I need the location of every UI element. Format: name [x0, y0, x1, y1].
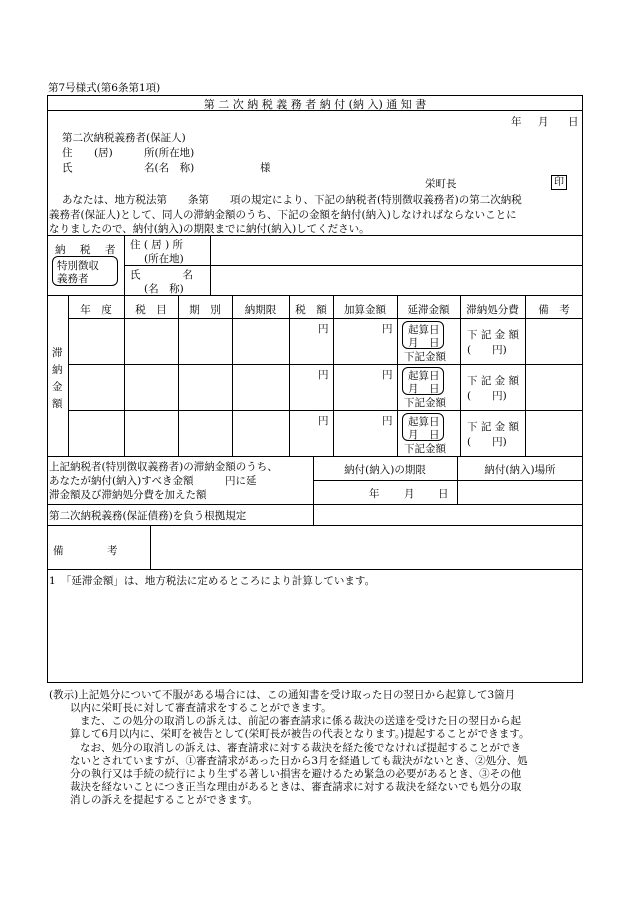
date-year: 年 [511, 116, 522, 128]
header-tax-item: 税 目 [135, 304, 167, 316]
divider-taxpayer-top [47, 235, 583, 236]
row1-proc-amount: ( 円) [467, 344, 507, 356]
col-line-7 [460, 295, 461, 456]
remarks-label: 備 考 [53, 545, 121, 557]
col-line-4 [289, 295, 290, 456]
late-fee-note: 1 「延滞金額」は、地方税法に定めるところにより計算しています。 [49, 575, 376, 587]
divider-arrears-row-1 [68, 364, 583, 365]
divider-remarks-bottom [47, 569, 583, 570]
row2-tax-yen: 円 [318, 369, 329, 381]
page-title: 第 二 次 納 税 義 務 者 納 付 (納 入) 通 知 書 [203, 98, 427, 111]
row2-proc-amount: ( 円) [467, 390, 507, 402]
row1-late-amount: 下記金額 [404, 351, 446, 363]
arrears-side-char-4: 額 [52, 398, 63, 410]
title-divider [47, 110, 583, 111]
divider-remarks [150, 525, 151, 569]
divider-summary-bottom [47, 504, 583, 505]
basis-label: 第二次納税義務(保証債務)を負う根拠規定 [49, 510, 247, 522]
summary-line-3: 滞金額及び滞納処分費を加えた額 [49, 489, 207, 501]
header-additional-amount: 加算金額 [344, 304, 386, 316]
taxpayer-address-label: 住 ( 居 ) 所 [130, 239, 184, 251]
form-label: 第7号様式(第6条第1項) [48, 82, 161, 94]
intro-line-2: 義務者(保証人)として、同人の滞納金額のうち、下記の金額を納付(納入)しなければならないことに [49, 209, 517, 221]
col-line-6 [397, 295, 398, 456]
arrears-side-char-1: 滞 [52, 347, 63, 359]
header-processing-cost: 滞納処分費 [466, 304, 519, 316]
row2-additional-yen: 円 [382, 369, 393, 381]
instruction-line-7: 分の執行又は手続の続行により生ずる著しい損害を避けるため緊急の必要があるとき、③その他 [70, 768, 522, 780]
addressee-heading: 第二次納税義務者(保証人) [62, 132, 186, 144]
col-line-5 [333, 295, 334, 456]
col-line-side [68, 295, 69, 456]
row1-tax-yen: 円 [318, 323, 329, 335]
header-period: 期 別 [189, 304, 221, 316]
divider-taxpayer-mid [124, 265, 583, 266]
addressee-name-a: 氏 [62, 162, 73, 174]
taxpayer-name-label: 氏 名 [130, 269, 193, 281]
row2-late-amount: 下記金額 [404, 397, 446, 409]
row3-tax-yen: 円 [318, 415, 329, 427]
row1-late-start: 起算日 [408, 324, 440, 336]
deadline-day: 日 [438, 488, 449, 500]
intro-line-1: あなたは、地方税法第 条第 項の規定により、下記の納税者(特別徴収義務者)の第二次納税 [62, 194, 522, 206]
row3-additional-yen: 円 [382, 415, 393, 427]
header-late-fee: 延滞金額 [407, 304, 450, 316]
header-fiscal-year: 年 度 [80, 304, 112, 316]
deadline-header: 納付(納入)の期限 [344, 464, 426, 476]
summary-line-2: あなたが納付(納入)すべき金額 円に延 [49, 475, 257, 487]
header-tax-amount: 税 額 [295, 304, 327, 316]
row1-proc-label: 下 記 金 額 [467, 329, 520, 341]
deadline-year: 年 [369, 488, 380, 500]
instruction-line-1: (教示)上記処分について不服がある場合には、この通知書を受け取った日の翌日から起算して3箇月 [49, 689, 516, 701]
addressee-honorific: 様 [260, 162, 271, 174]
instruction-line-5: なお、処分の取消しの訴えは、審査請求に対する裁決を経た後でなければ提起することができ [80, 742, 521, 754]
divider-basis-bottom [47, 525, 583, 526]
col-line-2 [178, 295, 179, 456]
divider-basis [313, 504, 314, 525]
row1-additional-yen: 円 [382, 323, 393, 335]
row2-late-date: 月 日 [408, 383, 440, 395]
instruction-line-4: 算して6月以内に、栄町を被告として(栄町長が被告の代表となります。)提起することができます。 [70, 728, 530, 740]
col-line-8 [525, 295, 526, 456]
arrears-side-char-3: 金 [52, 381, 63, 393]
taxpayer-label: 納 税 者 [55, 244, 118, 256]
row3-late-amount: 下記金額 [404, 443, 446, 455]
instruction-line-2: 以内に栄町長に対して審査請求をすることができます。 [70, 702, 332, 714]
header-remarks: 備 考 [538, 304, 570, 316]
col-line-1 [124, 295, 125, 456]
header-due-date: 納期限 [244, 304, 277, 316]
addressee-address-a: 住 [62, 147, 73, 159]
divider-arrears-bottom [47, 456, 583, 457]
divider-arrears-header [68, 318, 583, 319]
divider-arrears-top [47, 295, 583, 296]
row3-proc-label: 下 記 金 額 [467, 421, 520, 433]
payment-place-header: 納付(納入)場所 [484, 464, 556, 476]
addressee-name-b: 名(名 称) [144, 162, 195, 174]
addressee-address-b: (居) [94, 147, 113, 159]
instruction-line-9: 消しの訴えを提起することができます。 [70, 794, 259, 806]
date-day: 日 [568, 116, 579, 128]
col-line-3 [232, 295, 233, 456]
row3-late-start: 起算日 [408, 416, 440, 428]
instruction-line-8: 裁決を経ないことにつき正当な理由があるときは、審査請求に対する裁決を経ないでも処分の取 [70, 781, 522, 793]
row2-late-start: 起算日 [408, 370, 440, 382]
arrears-side-char-2: 納 [52, 364, 63, 376]
issuer-name: 栄町長 [425, 178, 457, 190]
row1-late-date: 月 日 [408, 337, 440, 349]
instruction-line-6: ないとされていますが、①審査請求があった日から3月を経過しても裁決がないとき、②処分、処 [70, 755, 528, 767]
seal-box: 印 [551, 175, 567, 190]
taxpayer-address-sublabel: (所在地) [144, 253, 184, 265]
instruction-line-3: また、この処分の取消しの訴えは、前記の審査請求に係る裁決の送達を受けた日の翌日から起 [80, 715, 521, 727]
divider-summary-mid [313, 480, 583, 481]
taxpayer-label-special-2: 義務者 [57, 273, 89, 285]
deadline-month: 月 [404, 488, 415, 500]
date-month: 月 [538, 116, 549, 128]
divider-arrears-row-2 [68, 410, 583, 411]
row2-proc-label: 下 記 金 額 [467, 375, 520, 387]
taxpayer-label-special-1: 特別徴収 [57, 260, 99, 272]
summary-line-1: 上記納税者(特別徴収義務者)の滞納金額のうち、 [49, 461, 278, 473]
row3-late-date: 月 日 [408, 429, 440, 441]
taxpayer-name-sublabel: (名 称) [144, 283, 184, 295]
addressee-address-c: 所(所在地) [144, 147, 195, 159]
row3-proc-amount: ( 円) [467, 436, 507, 448]
intro-line-3: なりましたので、納付(納入)の期限までに納付(納入)してください。 [49, 223, 370, 235]
